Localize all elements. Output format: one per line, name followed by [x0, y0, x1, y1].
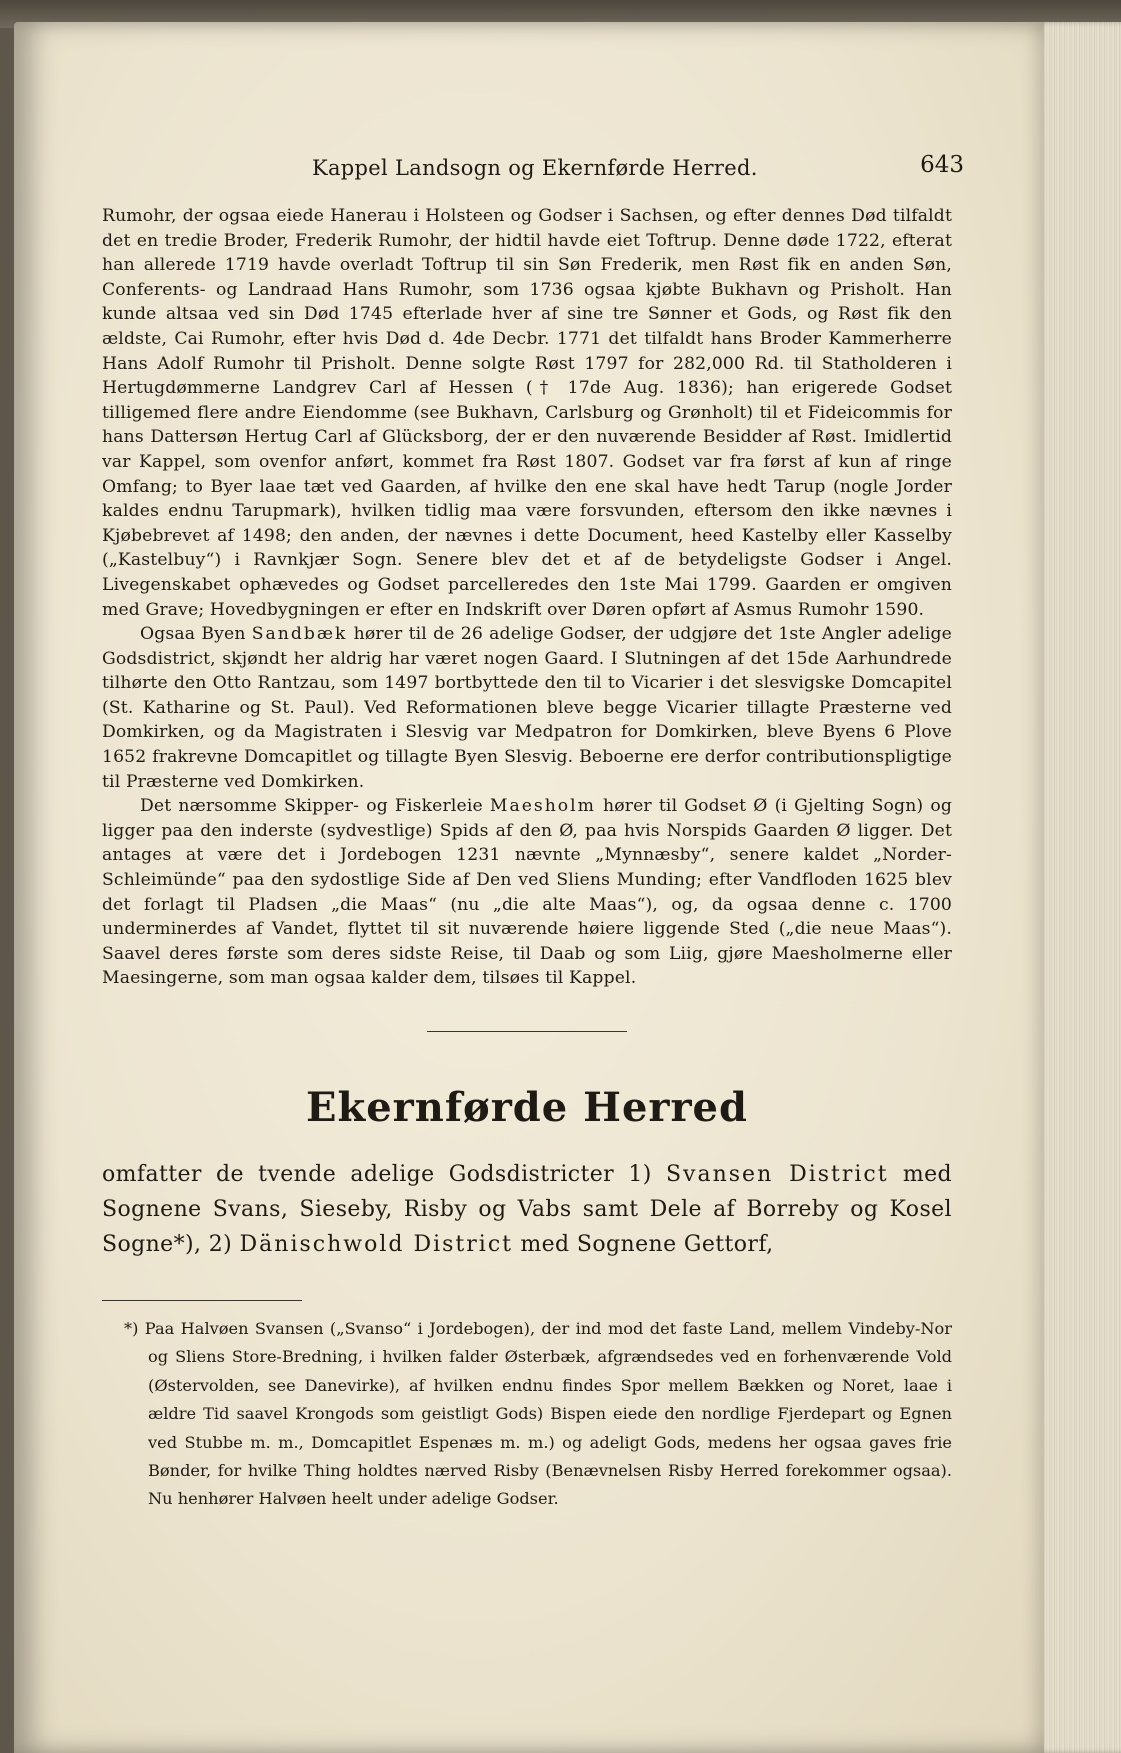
district-name-svansen: Svansen District: [665, 1162, 889, 1187]
section-divider: [427, 1031, 627, 1032]
text-run: hører til Godset Ø (i Gjelting Sogn) og ligger paa den inderste (sydvestlige) Spids af den Ø, paa hvis Norspids Gaarden Ø ligger. Det antages at være det i Jordebogen 1231 nævnte „Mynnæsby“, senere kaldet „Norder-Schleimünde“ paa den sydostlige Side af Den ved Sliens Munding; efter Vandfloden 1625 blev det forlagt til Pladsen „die Maas“ (nu „die alte Maas“), og, da ogsaa denne c. 1700 underminerdes af Vandet, flyttet til sit nuværende høiere liggende Sted („die neue Maas“). Saavel deres første som deres sidste Reise, til Daab og som Liig, gjøre Maesholmerne eller Maesingerne, som man ogsaa kalder dem, tilsøes til Kappel.: [102, 796, 952, 989]
running-title: Kappel Landsogn og Ekernførde Herred.: [312, 156, 758, 180]
body-text: [102, 204, 952, 991]
paragraph-rumohr: Rumohr, der ogsaa eiede Hanerau i Holsteen og Godser i Sachsen, og efter dennes Død tilfaldt det en tredie Broder, Frederik Rumohr, der hidtil havde eiet Toftrup. Denne døde 1722, efterat han allerede 1719 havde overladt Toftrup til sin Søn Frederik, men Røst fik en anden Søn, Conferents- og Landraad Hans Rumohr, som 1736 ogsaa kjøbte Bukhavn og Prisholt. Han kunde altsaa ved sin Død 1745 efterlade hver af sine tre Sønner et Gods, og Røst fik den ældste, Cai Rumohr, efter hvis Død d. 4de Decbr. 1771 det tilfaldt hans Broder Kammerherre Hans Adolf Rumohr til Prisholt. Denne solgte Røst 1797 for 282,000 Rd. til Statholderen i Hertugdømmerne Landgrev Carl af Hessen († 17de Aug. 1836); han erigerede Godset tilligemed flere andre Eiendomme (see Bukhavn, Carlsburg og Grønholt) til et Fideicommis for hans Dattersøn Hertug Carl af Glücksborg, der er den nuværende Besidder af Røst. Imidlertid var Kappel, som ovenfor anført, kommet fra Røst 1807. Godset var fra først af kun af ringe Omfang; to Byer laae tæt ved Gaarden, af hvilke den ene skal have hedt Tarup (nogle Jorder kaldes endnu Tarupmark), hvilken tidlig maa være forsvunden, eftersom den ikke nævnes i Kjøbebrevet af 1498; den anden, der nævnes i dette Document, heed Kastelby eller Kasselby („Kastelbuy“) i Ravnkjær Sogn. Senere blev det et af de betydeligste Godser i Angel. Livegenskabet ophævedes og Godset parcelleredes den 1ste Mai 1799. Gaarden er omgiven med Grave; Hovedbygningen er efter en Indskrift over Døren opført af Asmus Rumohr 1590.: [102, 206, 952, 620]
paragraph-sandbaek: [102, 622, 952, 794]
text-run: med Sognene Svans, Sieseby, Risby og Vabs samt Dele af Borreby og Kosel Sogne*), 2): [102, 1162, 952, 1257]
text-run: Det nærsomme Skipper- og Fiskerleie: [140, 796, 490, 817]
section-heading: Ekernførde Herred: [306, 1084, 748, 1131]
place-name-sandbaek: Sandbæk: [251, 624, 348, 645]
footnote: *) Paa Halvøen Svansen („Svanso“ i Jordebogen), der ind mod det faste Land, mellem Vindeby-Nor og Sliens Store-Bredning, i hvilken falder Østerbæk, afgrændsedes ved en forhenværende Vold (Østervolden, see Danevirke), af hvilken endnu findes Spor mellem Bækken og Noret, laae i ældre Tid saavel Krongods som geistligt Gods) Bispen eiede den nordlige Fjerdepart og Egnen ved Stubbe m. m., Domcapitlet Espenæs m. m.) og adeligt Gods, medens her ogsaa gaves frie Bønder, for hvilke Thing holdtes nærved Risby (Benævnelsen Risby Herred forekommer ogsaa). Nu henhører Halvøen heelt under adelige Godser.: [124, 1319, 952, 1509]
text-run: hører til de 26 adelige Godser, der udgjøre det 1ste Angler adelige Godsdistrict, skjøndt her aldrig har været nogen Gaard. I Slutningen af det 15de Aarhundrede tilhørte den Otto Rantzau, som 1497 bortbyttede den til to Vicarier i det slesvigske Domcapitel (St. Katharine og St. Paul). Ved Reformationen bleve begge Vicarier tillagte Præsterne ved Domkirken, og da Magistraten i Slesvig var Medpatron for Domkirken, bleve Byens 6 Plove 1652 frakrevne Domcapitlet og tillagte Byen Slesvig. Beboerne ere derfor contributionspligtige til Præsterne ved Domkirken.: [102, 624, 952, 792]
page-content: [102, 142, 964, 1514]
place-name-maesholm: Maesholm: [489, 796, 596, 817]
paragraph-maesholm: [102, 794, 952, 991]
text-run: Ogsaa Byen: [140, 624, 252, 645]
running-head: [102, 142, 964, 182]
book-page: [14, 22, 1044, 1753]
section-body: [102, 1157, 952, 1262]
district-name-daenischwold: Dänischwold District: [239, 1232, 513, 1257]
text-run: med Sognene Gettorf,: [512, 1232, 774, 1257]
text-run: omfatter de tvende adelige Godsdistricter 1): [102, 1162, 666, 1187]
page-number: 643: [920, 152, 964, 178]
footnote-divider: [102, 1300, 302, 1301]
